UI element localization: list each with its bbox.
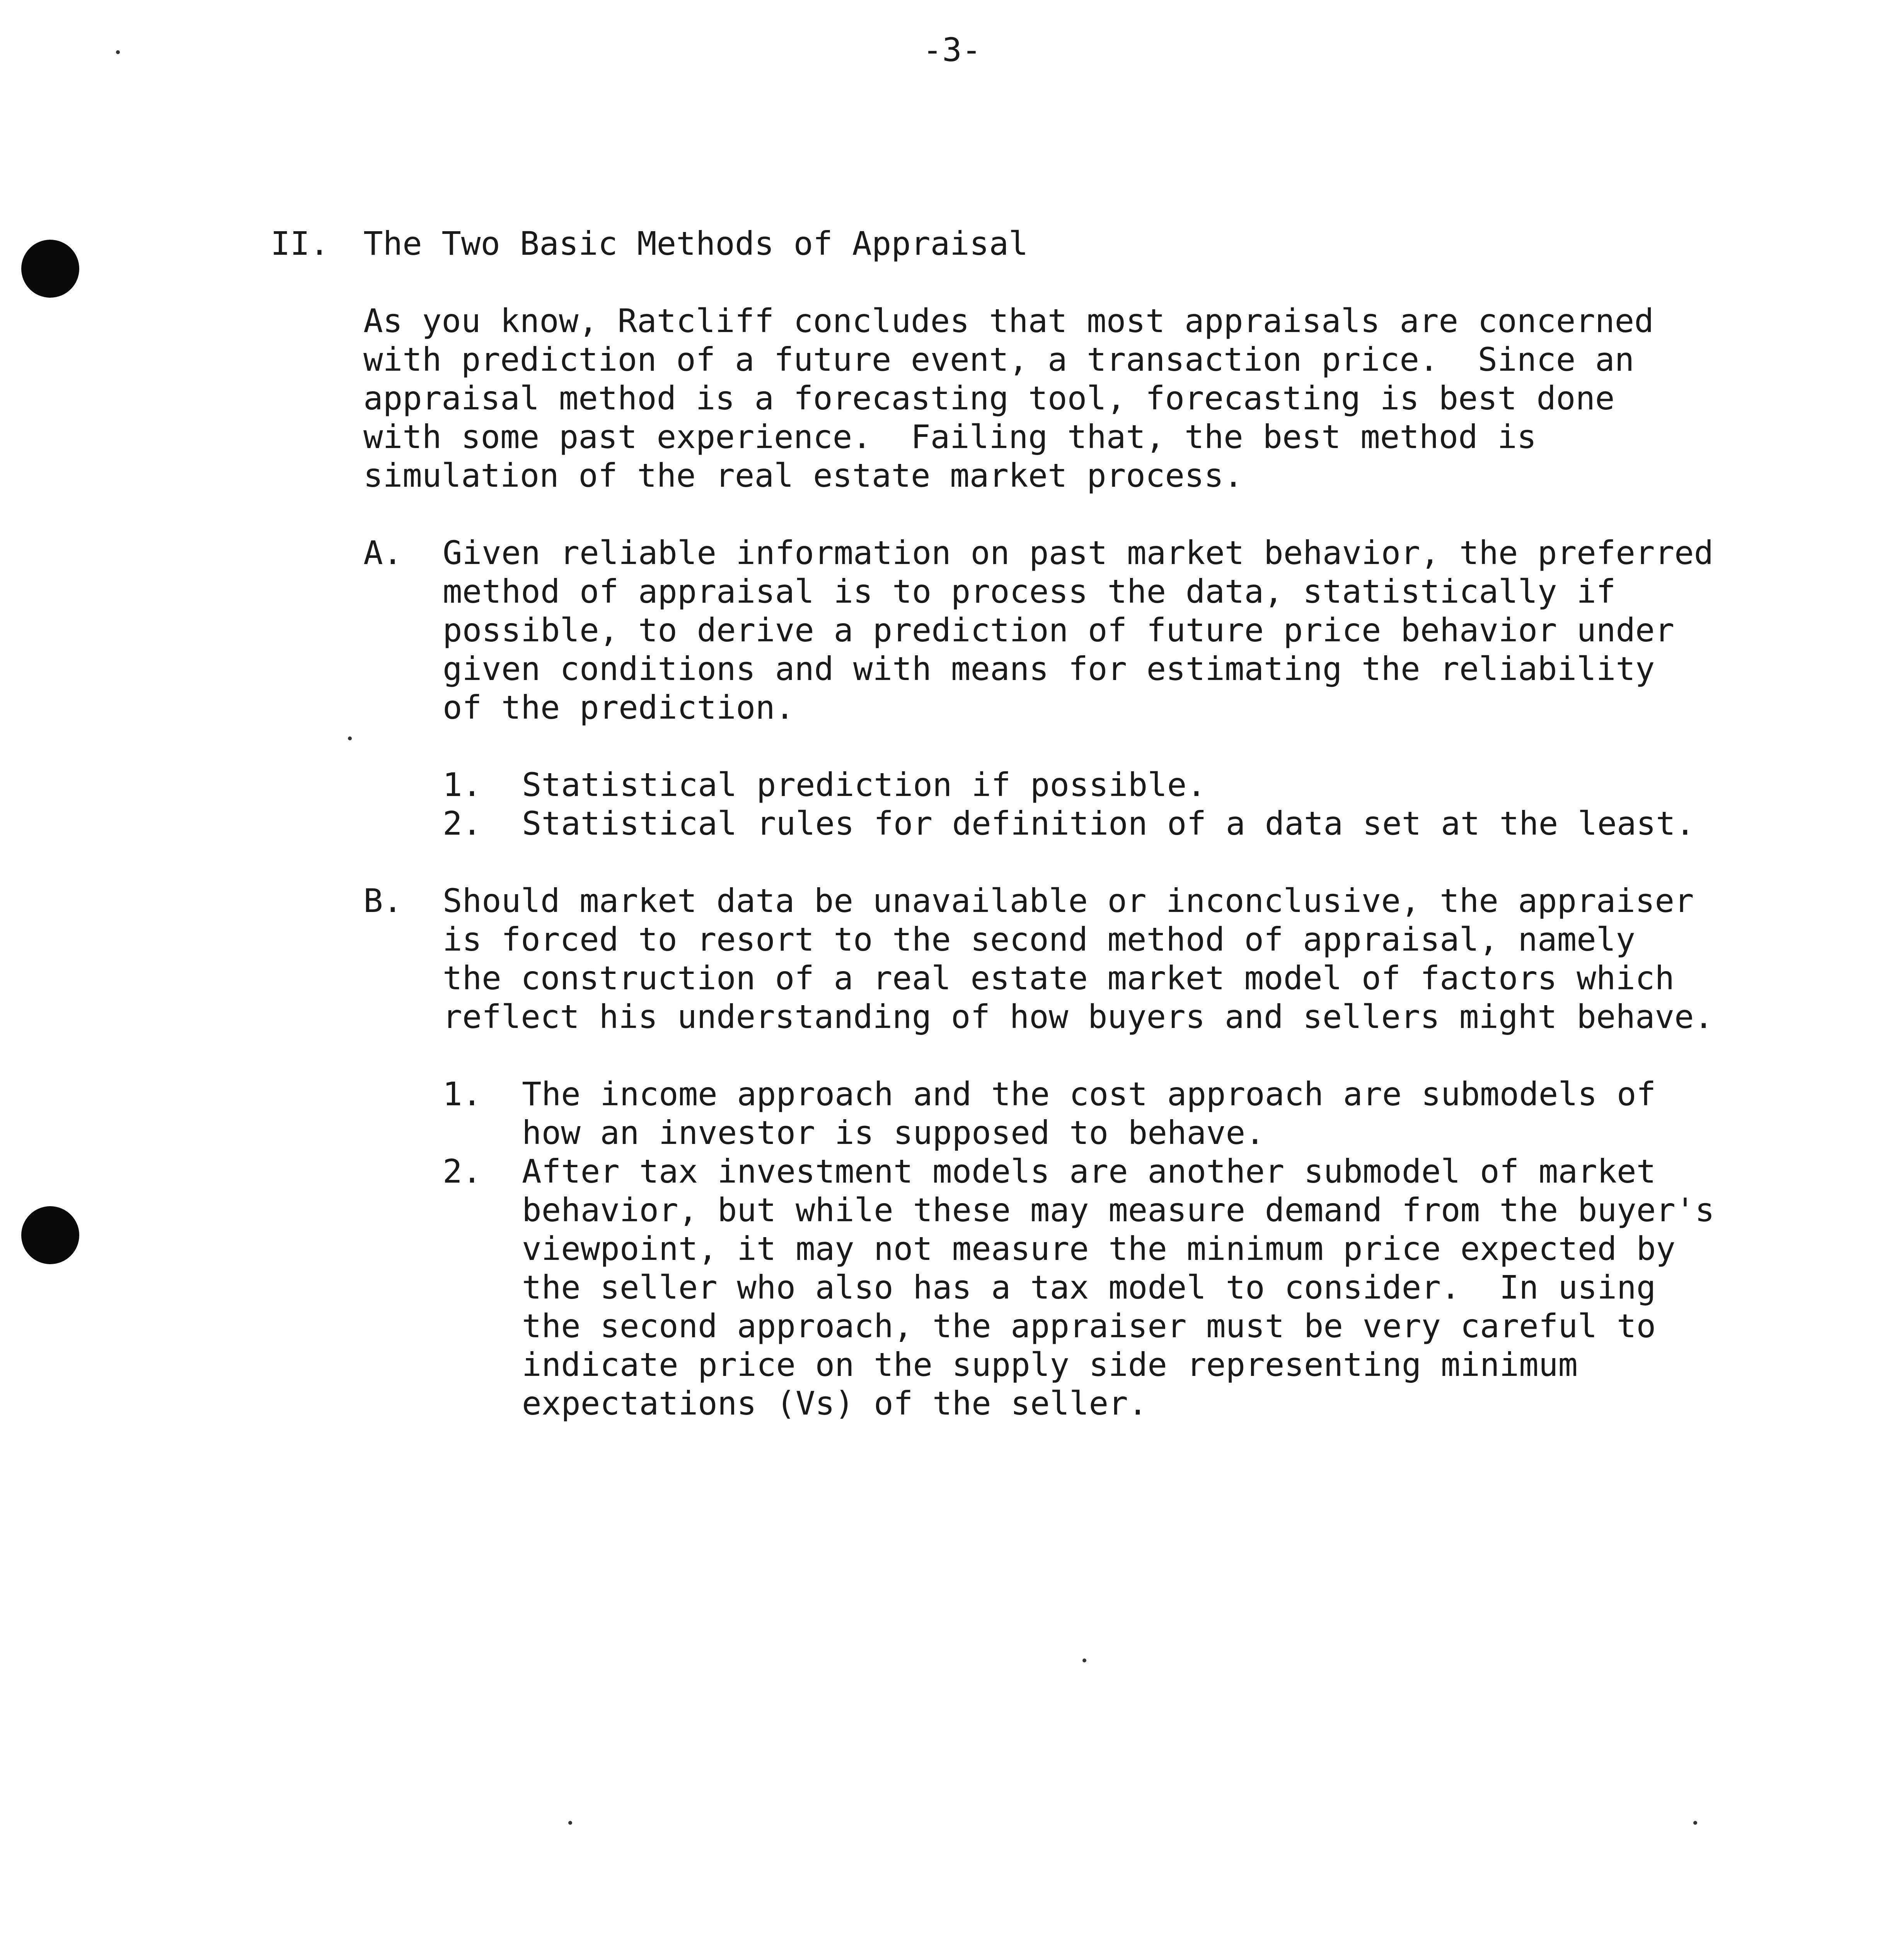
scan-speck <box>348 736 352 740</box>
scan-speck <box>568 1821 572 1825</box>
scan-speck <box>1693 1821 1697 1825</box>
point-b-item-1-marker: 1. <box>443 1075 482 1113</box>
point-b-item-1-line: how an investor is supposed to behave. <box>522 1114 1265 1152</box>
point-a-item-2-marker: 2. <box>443 805 482 842</box>
point-a-line: possible, to derive a prediction of future price behavior under <box>443 611 1675 649</box>
punch-hole <box>21 240 79 298</box>
point-a-line: given conditions and with means for estimating the reliability <box>443 650 1655 688</box>
point-b-item-2-line: expectations (Vs) of the seller. <box>522 1384 1148 1422</box>
section-title: The Two Basic Methods of Appraisal <box>363 225 1028 263</box>
point-b-item-2-line: indicate price on the supply side representing minimum <box>522 1346 1578 1384</box>
intro-line: with some past experience. Failing that, the best method is <box>363 418 1537 456</box>
intro-line: with prediction of a future event, a transaction price. Since an <box>363 341 1635 378</box>
intro-line: simulation of the real estate market process. <box>363 457 1243 494</box>
point-b-item-2-line: viewpoint, it may not measure the minimum price expected by <box>522 1230 1676 1268</box>
point-b-marker: B. <box>363 882 403 920</box>
intro-line: appraisal method is a forecasting tool, forecasting is best done <box>363 379 1615 417</box>
point-b-item-2-line: the second approach, the appraiser must be very careful to <box>522 1307 1656 1345</box>
scan-speck <box>1082 1659 1086 1662</box>
point-b-line: reflect his understanding of how buyers and sellers might behave. <box>443 998 1714 1036</box>
punch-hole <box>21 1206 79 1264</box>
section-marker: II. <box>271 225 329 263</box>
page-number: -3- <box>922 31 982 69</box>
point-a-line: Given reliable information on past market behavior, the preferred <box>443 534 1714 572</box>
point-b-item-2-marker: 2. <box>443 1152 482 1190</box>
point-b-item-1-line: The income approach and the cost approach are submodels of <box>522 1075 1656 1113</box>
point-a-line: of the prediction. <box>443 689 795 726</box>
point-b-line: Should market data be unavailable or inconclusive, the appraiser <box>443 882 1694 920</box>
point-a-marker: A. <box>363 534 403 572</box>
point-a-line: method of appraisal is to process the data, statistically if <box>443 573 1616 610</box>
point-a-item-1-line: Statistical prediction if possible. <box>522 766 1207 804</box>
point-b-item-2-line: the seller who also has a tax model to consider. In using <box>522 1268 1656 1306</box>
point-a-item-2-line: Statistical rules for definition of a data set at the least. <box>522 805 1695 842</box>
point-b-line: is forced to resort to the second method of appraisal, namely <box>443 920 1635 958</box>
point-b-item-2-line: behavior, but while these may measure demand from the buyer's <box>522 1191 1715 1229</box>
point-b-item-2-line: After tax investment models are another submodel of market <box>522 1152 1656 1190</box>
scan-speck <box>116 50 120 54</box>
point-a-item-1-marker: 1. <box>443 766 482 804</box>
intro-line: As you know, Ratcliff concludes that most appraisals are concerned <box>363 302 1654 340</box>
point-b-line: the construction of a real estate market model of factors which <box>443 959 1675 997</box>
